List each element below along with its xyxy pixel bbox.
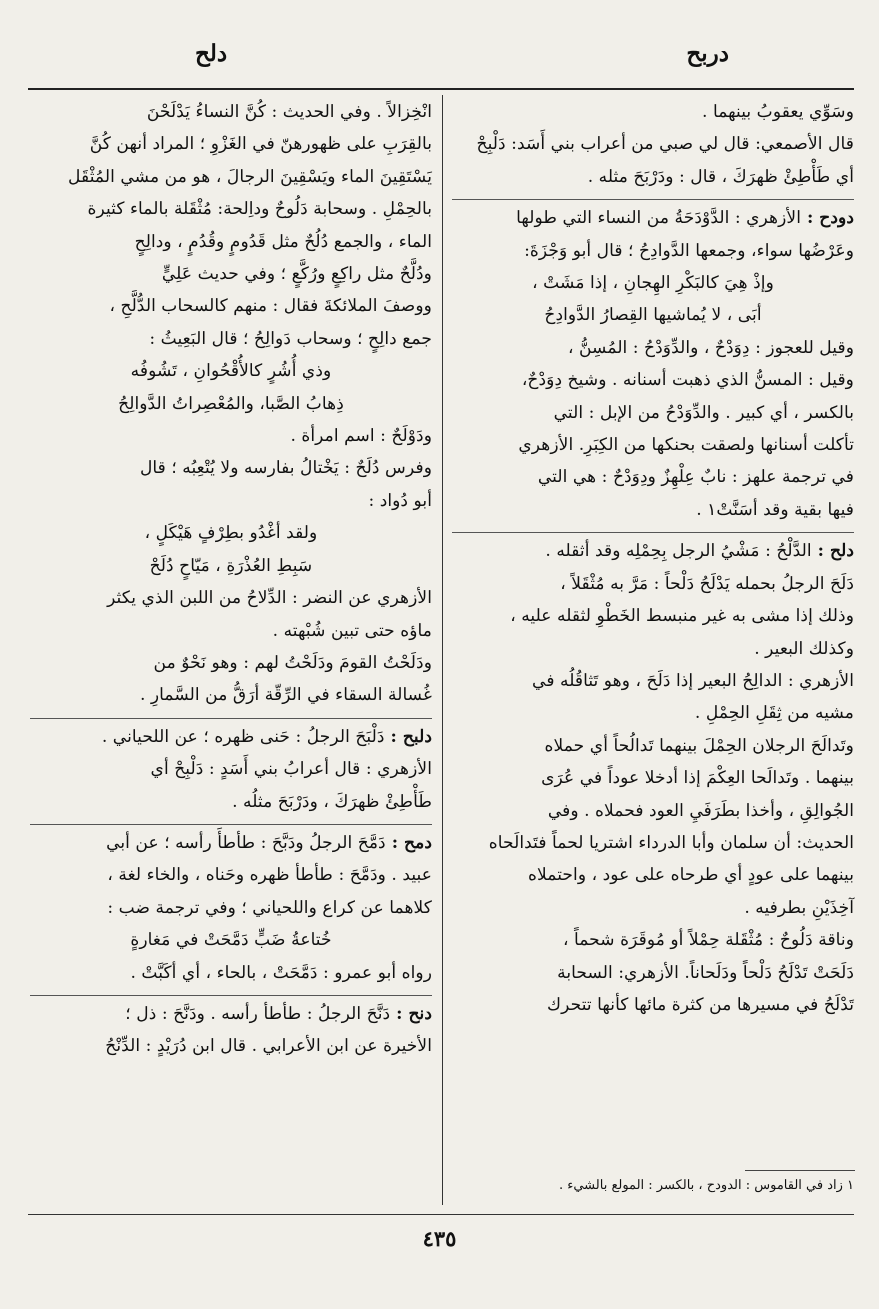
text-line xyxy=(30,161,432,193)
text-line xyxy=(30,647,432,679)
text-line xyxy=(30,615,432,647)
entry-text: الأزهري : الدَّوْدَحَةُ من النساء التي طولها xyxy=(516,208,801,229)
entry-headword: دنح : xyxy=(390,1003,432,1024)
text-line xyxy=(30,128,432,160)
text-line xyxy=(452,568,854,600)
entry-text: تَدْلَحُ في مسيرها من كثرة مائها كأنها تتحرك xyxy=(546,994,854,1015)
entry-text: دَلَحَ الرجلُ بحمله يَدْلَحُ دَلْحاً : مَرَّ به مُثْقَلاً ، xyxy=(560,573,854,594)
entry-text: بالكسر ، أي كبير . والدِّوَدْحُ من الإبل : التي xyxy=(553,402,854,423)
text-line xyxy=(30,824,432,859)
text-line xyxy=(452,730,854,762)
entry-text: وعَرْضُها سواء، وجمعها الدَّوادِحُ ؛ قال أبو وَجْزَةَ: xyxy=(524,240,854,261)
header-rule xyxy=(28,88,854,90)
entry-text: وذي أُشُرٍ كالأُقْحُوانِ ، تَشُوفُه xyxy=(130,361,332,382)
entry-text: فيها بقية وقد أسَنَّتْ١ . xyxy=(696,499,854,520)
entry-text: سَبِطِ العُذْرَةِ ، مَيّاحٍ دُلَحْ xyxy=(149,555,313,576)
text-line xyxy=(30,323,432,355)
text-line xyxy=(30,550,432,582)
entry-text: بينهما . وتَدالَحا العِكْمَ إذا أدخلا عوداً في عُرَى xyxy=(541,768,854,789)
entry-text: رواه أبو عمرو : دَمَّحَتْ ، بالحاء ، أي أكَبَّتْ . xyxy=(130,962,432,983)
header-left-word: دلح xyxy=(195,40,228,67)
entry-text: الجُوالِقِ ، وأخذا بطَرَفَيِ العود فحملاه . وفي xyxy=(547,800,854,821)
text-line xyxy=(30,355,432,387)
entry-text: أبو دُواد : xyxy=(368,490,432,511)
entry-text: في ترجمة علهز : نابٌ عِلْهِزٌ ودِوَدْحٌ : هي التي xyxy=(537,467,854,488)
entry-text: ولقد أغْدُو بطِرْفٍ هَيْكَلٍ ، xyxy=(144,523,318,544)
text-line xyxy=(452,461,854,493)
entry-text: وكذلك البعير . xyxy=(754,638,854,659)
text-line xyxy=(452,600,854,632)
text-line xyxy=(452,267,854,299)
text-line xyxy=(30,485,432,517)
text-line xyxy=(30,420,432,452)
entry-headword: دمح : xyxy=(385,832,432,853)
entry-text: وناقة دَلُوحٌ : مُثْقَلة حِمْلاً أو مُوقَرَة شحماً ، xyxy=(562,930,854,951)
right-column xyxy=(452,96,854,1021)
entry-text: وإذْ هِيَ كالبَكْرِ الهِجانِ ، إذا مَشَتْ ، xyxy=(532,273,774,294)
entry-text: آخِذَيْنِ بطرفيه . xyxy=(744,897,854,918)
bottom-rule xyxy=(28,1214,854,1215)
entry-text: وسَوِّي يعقوبُ بينهما . xyxy=(702,102,854,122)
text-line xyxy=(452,859,854,891)
text-line xyxy=(30,226,432,258)
text-line xyxy=(30,995,432,1030)
entry-text: الدَّلْحُ : مَشْيُ الرجل بِحِمْلِه وقد أثقله . xyxy=(545,541,812,562)
entry-text: قال الأصمعي: قال لي صبي من أعراب بني أَسَد: دَلْبِحْ xyxy=(476,134,854,155)
text-line xyxy=(30,452,432,484)
entry-headword: دودح : xyxy=(800,208,854,229)
text-line xyxy=(452,697,854,729)
entry-text: وقيل للعجوز : دِوَدْحٌ ، والدِّوَدْحُ : المُسِنُّ ، xyxy=(567,337,854,358)
text-line xyxy=(30,1030,432,1062)
text-line xyxy=(452,235,854,267)
footnote: ١ زاد في القاموس : الدودح ، بالكسر : المولع بالشيء . xyxy=(558,1178,854,1193)
entry-text: دَلَحَتْ تَدْلَحُ دَلْحاً ودَلَحاناً. الأزهري: السحابة xyxy=(557,962,854,983)
entry-text: الأزهري عن النضر : الدِّلاحُ من اللبن الذي يكثر xyxy=(107,588,432,609)
text-line xyxy=(30,859,432,891)
text-line xyxy=(452,633,854,665)
entry-text: كلاهما عن كراع واللحياني ؛ وفي ترجمة ضب : xyxy=(107,897,432,918)
entry-text: ودَوْلَحٌ : اسم امرأة . xyxy=(290,426,432,447)
text-line xyxy=(452,494,854,526)
text-line xyxy=(30,957,432,989)
entry-text: وفرس دُلَحٌ : يَخْتالُ بفارسه ولا يُتْعِبُه ؛ قال xyxy=(139,458,432,479)
entry-text: دَنَّحَ الرجلُ : طأطأ رأسه . ودَنَّحَ : ذل ؛ xyxy=(125,1003,391,1024)
text-line xyxy=(30,193,432,225)
entry-text: أي طَأْطِئْ ظهرَكَ ، قال : ودَرْبَحَ مثله . xyxy=(587,166,854,187)
text-line xyxy=(452,199,854,234)
entry-text: يَسْتَقِينَ الماء ويَسْقِينَ الرجالَ ، هو من مشي المُثْقَل xyxy=(68,166,432,187)
text-line xyxy=(452,128,854,160)
entry-text: ودَلَحْتُ القومَ ودَلَحْتُ لهم : وهو نَحْوٌ من xyxy=(153,652,432,673)
entry-text: وذلك إذا مشى به غير منبسط الخَطْوِ لثقله عليه ، xyxy=(510,606,854,627)
text-line xyxy=(30,582,432,614)
text-line xyxy=(452,957,854,989)
entry-text: الأخيرة عن ابن الأعرابي . قال ابن دُرَيْدٍ : الدِّنْحُ xyxy=(105,1036,432,1057)
text-line xyxy=(30,517,432,549)
entry-headword: دلح : xyxy=(811,541,854,562)
entry-text: عبيد . ودَمَّحَ : طأطأ ظهره وحَناه ، والخاء لغة ، xyxy=(107,865,432,886)
entry-text: الأزهري : الدالِحُ البعير إذا دَلَحَ ، وهو تَثاقُلُه في xyxy=(532,670,854,691)
entry-text: ودُلَّحٌ مثل راكِعٍ ورُكَّعٍ ؛ وفي حديث عَلِيٍّ xyxy=(161,264,432,285)
running-header xyxy=(0,40,879,80)
entry-text: أبَى ، لا يُماشيها القِصارُ الدَّوادِحُ xyxy=(544,305,762,326)
entry-text: انْخِزالاً . وفي الحديث : كُنَّ النساءُ يَدْلَحْنَ xyxy=(146,102,432,122)
text-line xyxy=(452,892,854,924)
text-line xyxy=(30,290,432,322)
entry-text: غُسالة السقاء في الرِّقّة أرَقُّ من السَّمارِ . xyxy=(139,685,432,706)
entry-text: دَمَّحَ الرجلُ ودَبَّحَ : طأطأَ رأسه ؛ عن أبي xyxy=(106,832,386,853)
entry-text: وتَدالَحَ الرجلان الحِمْلَ بينهما تَدالُحاً أي حملاه xyxy=(544,735,854,756)
text-line xyxy=(30,892,432,924)
entry-text: تأكلت أسنانها ولصقت بحنكها من الكِبَرِ. الأزهري xyxy=(518,435,854,456)
entry-text: ذِهابُ الصَّبا، والمُعْصِراتُ الدَّوالِحُ xyxy=(118,393,344,414)
text-line xyxy=(452,161,854,193)
entry-text: بينهما على عودٍ أي طرحاه على عود ، واحتملاه xyxy=(528,865,854,886)
text-line xyxy=(452,532,854,567)
text-line xyxy=(452,429,854,461)
entry-text: وقيل : المسنُّ الذي ذهبت أسنانه . وشيخ دِوَدْحٌ، xyxy=(521,370,854,391)
footnote-rule xyxy=(745,1170,855,1171)
entry-text: خُتاعةُ ضَبٍّ دَمَّحَتْ في مَغارةٍ xyxy=(130,930,332,951)
text-line xyxy=(30,753,432,785)
text-line xyxy=(452,665,854,697)
text-line xyxy=(452,299,854,331)
text-line xyxy=(30,786,432,818)
header-right-word: دربح xyxy=(686,40,729,67)
entry-text: بالقِرَبِ على ظهورهنّ في الغَزْوِ ؛ المراد أنهن كُنَّ xyxy=(89,134,432,155)
text-line xyxy=(452,989,854,1021)
entry-text: طَأْطِئْ ظهرَكَ ، ودَرْبَحَ مثلُه . xyxy=(232,791,432,812)
entry-headword: دلبح : xyxy=(384,726,432,747)
text-line xyxy=(452,96,854,128)
text-line xyxy=(452,762,854,794)
text-line xyxy=(30,718,432,753)
text-line xyxy=(452,364,854,396)
entry-text: الحديث: أن سلمان وأبا الدرداء اشتريا لحماً فتَدالَحاه xyxy=(488,832,854,853)
left-column xyxy=(30,96,432,1063)
entry-text: الأزهري : قال أعرابُ بني أَسَدٍ : دَلْبِحْ أي xyxy=(150,759,432,780)
text-line xyxy=(30,258,432,290)
entry-text: ووصفَ الملائكةَ فقال : منهم كالسحاب الدُّلَّحِ ، xyxy=(109,296,432,317)
entry-text: مشيه من ثِقَلِ الحِمْلِ . xyxy=(694,703,854,724)
text-line xyxy=(452,397,854,429)
entry-text: جمع دالِحٍ ؛ وسحاب دَوالِحُ ؛ قال البَعِيثُ : xyxy=(149,328,432,349)
entry-text: دَلْبَحَ الرجلُ : حَنى ظهره ؛ عن اللحياني . xyxy=(101,726,385,747)
entry-text: بالحِمْلِ . وسحابة دَلُوحٌ وداِلحة: مُثْقَلة بالماء كثيرة xyxy=(87,199,432,220)
entry-text: الماء ، والجمع دُلُحٌ مثل قَدُومٍ وقُدُمٍ ، ودالِحٍ xyxy=(134,231,432,252)
page-number: ٤٣٥ xyxy=(422,1226,457,1251)
text-line xyxy=(452,924,854,956)
text-line xyxy=(452,795,854,827)
text-line xyxy=(452,332,854,364)
text-line xyxy=(30,96,432,128)
text-line xyxy=(452,827,854,859)
text-line xyxy=(30,388,432,420)
column-divider xyxy=(442,95,443,1205)
entry-text: ماؤه حتى تبين شُبْهته . xyxy=(272,620,432,641)
text-line xyxy=(30,679,432,711)
text-line xyxy=(30,924,432,956)
